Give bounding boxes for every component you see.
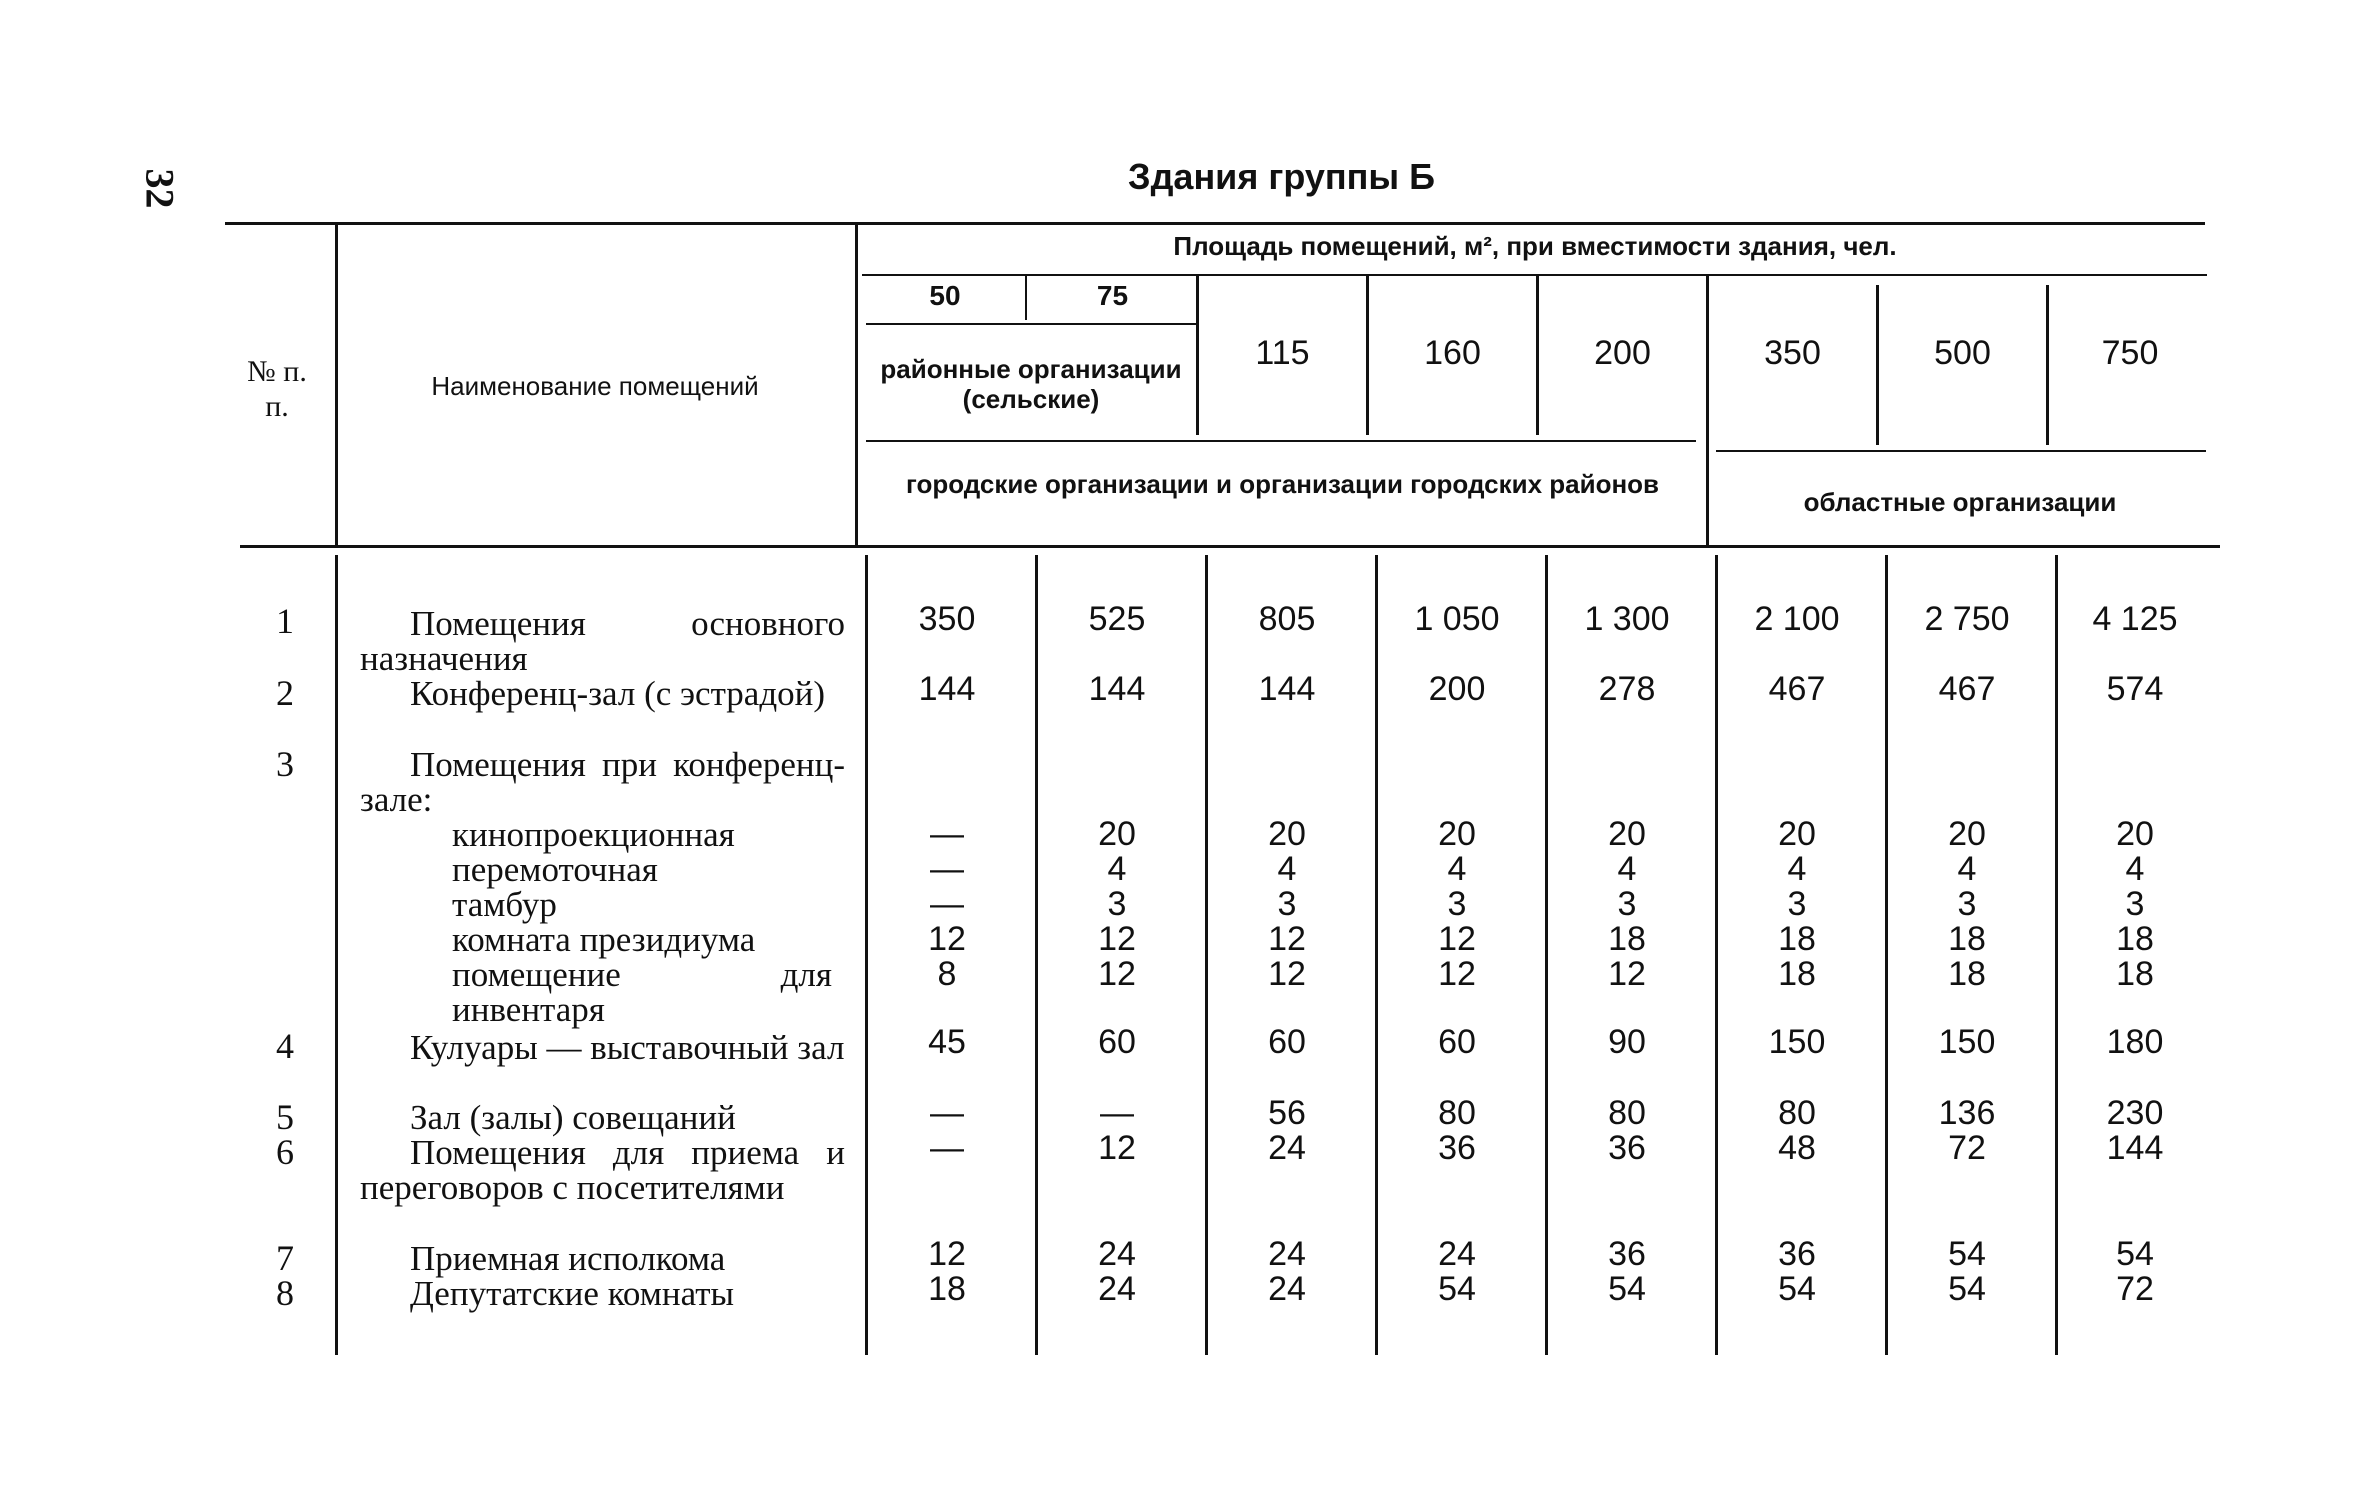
header-divider-4 [1196, 275, 1199, 435]
row-number: 3 [276, 744, 294, 784]
room-name: Конференц-зал (с эстрадой) [410, 674, 826, 713]
header-divider-5 [1366, 275, 1369, 435]
table-cell: 24 [1098, 1235, 1136, 1273]
table-cell: 48 [1778, 1129, 1816, 1167]
table-cell: 1 050 [1414, 600, 1500, 638]
table-cell: 20 [1438, 815, 1476, 853]
table-cell: 18 [1948, 920, 1986, 958]
table-cell: 4 [1787, 850, 1807, 888]
rural-caption-rule [866, 323, 1196, 325]
table-cell: 36 [1608, 1235, 1646, 1273]
table-title: Здания группы Б [1128, 156, 1435, 197]
table-cell: 20 [2116, 815, 2154, 853]
city-caption: городские организации и организации городских районов [905, 469, 1660, 499]
table-cell: 3 [2125, 885, 2145, 923]
table-cell: — [1100, 1094, 1134, 1132]
table-cell: 20 [1948, 815, 1986, 853]
table-cell: 72 [1948, 1129, 1986, 1167]
table-cell: 150 [1938, 1023, 1996, 1061]
table-cell: 12 [1098, 920, 1136, 958]
table-cell: 54 [1948, 1270, 1986, 1308]
capacity-350: 350 [1764, 334, 1821, 372]
table-cell: 24 [1268, 1270, 1306, 1308]
table-cell: 144 [918, 670, 976, 708]
table-cell: 200 [1428, 670, 1486, 708]
table-cell: 574 [2106, 670, 2164, 708]
table-cell: 230 [2106, 1094, 2164, 1132]
table-cell: 1 300 [1584, 600, 1670, 638]
room-name: кинопроекционная [452, 815, 735, 854]
table-cell: — [930, 885, 964, 923]
area-caption: Площадь помещений, м², при вместимости здания, чел. [1173, 231, 1897, 261]
room-name: комната президиума [452, 920, 756, 959]
table-cell: 12 [928, 1235, 966, 1273]
table-cell: 4 [1107, 850, 1127, 888]
table-cell: 54 [1948, 1235, 1986, 1273]
row-number: 2 [276, 673, 294, 713]
table-cell: 24 [1268, 1235, 1306, 1273]
column-header-name: Наименование помещений [431, 371, 759, 401]
table-cell: 805 [1258, 600, 1316, 638]
table-cell: 54 [1778, 1270, 1816, 1308]
table-cell: 18 [1608, 920, 1646, 958]
table-cell: 36 [1438, 1129, 1476, 1167]
header-bottom-rule [240, 545, 2220, 548]
table-cell: 20 [1098, 815, 1136, 853]
table-cell: 20 [1608, 815, 1646, 853]
table-cell: 60 [1268, 1023, 1306, 1061]
row-number: 8 [276, 1273, 294, 1313]
room-name: тамбур [452, 885, 557, 924]
header-divider-9 [2046, 285, 2049, 445]
table-cell: 12 [1268, 920, 1306, 958]
capacity-50: 50 [929, 280, 961, 311]
table-cell: 80 [1438, 1094, 1476, 1132]
table-cell: 12 [1098, 955, 1136, 993]
table-cell: 144 [1088, 670, 1146, 708]
room-name: Приемная исполкома [410, 1239, 726, 1278]
area-caption-rule [862, 274, 2207, 276]
table-cell: — [930, 815, 964, 853]
capacity-115: 115 [1255, 334, 1310, 372]
table-cell: 150 [1768, 1023, 1826, 1061]
header-divider-8 [1876, 285, 1879, 445]
table-cell: 4 [2125, 850, 2145, 888]
table-cell: 54 [1608, 1270, 1646, 1308]
table-cell: 12 [1438, 955, 1476, 993]
table-cell: 3 [1617, 885, 1637, 923]
table-cell: 4 [1447, 850, 1467, 888]
room-name: Кулуары — выставочный зал [410, 1028, 845, 1067]
table-cell: 20 [1778, 815, 1816, 853]
table-cell: 467 [1938, 670, 1996, 708]
room-name: помещение для инвентаря [452, 955, 832, 1029]
body-divider-4 [1205, 555, 1208, 1355]
table-cell: 4 125 [2092, 600, 2178, 638]
table-cell: 4 [1957, 850, 1977, 888]
table-cell: 24 [1098, 1270, 1136, 1308]
table-cell: 180 [2106, 1023, 2164, 1061]
table-cell: 3 [1277, 885, 1297, 923]
regional-caption: областные организации [1803, 487, 2117, 517]
table-cell: 3 [1447, 885, 1467, 923]
table-cell: 36 [1778, 1235, 1816, 1273]
table-cell: 3 [1787, 885, 1807, 923]
table-cell: 45 [928, 1023, 966, 1061]
table-cell: 80 [1778, 1094, 1816, 1132]
table-cell: 24 [1268, 1129, 1306, 1167]
row-number: 6 [276, 1132, 294, 1172]
capacity-750: 750 [2101, 334, 2159, 372]
header-divider-2 [855, 222, 858, 545]
table-cell: 12 [1098, 1129, 1136, 1167]
body-divider-8 [1885, 555, 1888, 1355]
table-cell: 12 [1438, 920, 1476, 958]
body-divider-3 [1035, 555, 1038, 1355]
table-cell: 54 [1438, 1270, 1476, 1308]
capacity-500: 500 [1934, 334, 1991, 372]
header-divider-1 [335, 222, 338, 545]
table-cell: 18 [2116, 955, 2154, 993]
table-cell: 144 [1258, 670, 1316, 708]
table-cell: 18 [1778, 920, 1816, 958]
row-number: 1 [276, 601, 294, 641]
table-cell: 18 [1778, 955, 1816, 993]
table-cell: 90 [1608, 1023, 1646, 1061]
room-name: Зал (залы) совещаний [410, 1098, 736, 1137]
table-cell: 18 [2116, 920, 2154, 958]
body-divider-6 [1545, 555, 1548, 1355]
table-cell: — [930, 1094, 964, 1132]
header-divider-7 [1706, 275, 1709, 545]
table-cell: 12 [928, 920, 966, 958]
table-cell: 525 [1088, 600, 1146, 638]
table-cell: 80 [1608, 1094, 1646, 1132]
body-divider-5 [1375, 555, 1378, 1355]
header-divider-6 [1536, 275, 1539, 435]
table-cell: 3 [1107, 885, 1127, 923]
room-name: Помещения для приема и переговоров с посетителями [360, 1133, 845, 1207]
header-top-rule [225, 222, 2205, 225]
table-cell: 144 [2106, 1129, 2164, 1167]
capacity-200: 200 [1594, 334, 1651, 372]
table-cell: 54 [2116, 1235, 2154, 1273]
table-cell: 8 [937, 955, 957, 993]
room-name: перемоточная [452, 850, 658, 889]
table-cell: 60 [1098, 1023, 1136, 1061]
table-cell: 24 [1438, 1235, 1476, 1273]
table-cell: — [930, 1129, 964, 1167]
body-divider-1 [335, 555, 338, 1355]
column-header-number: № п. п. [247, 355, 307, 423]
table-cell: 56 [1268, 1094, 1306, 1132]
table-cell: 4 [1277, 850, 1297, 888]
row-number: 5 [276, 1097, 294, 1137]
table-cell: 72 [2116, 1270, 2154, 1308]
table-cell: 4 [1617, 850, 1637, 888]
body-divider-7 [1715, 555, 1718, 1355]
body-divider-2 [865, 555, 868, 1355]
capacity-160: 160 [1424, 334, 1481, 372]
row-number: 7 [276, 1238, 294, 1278]
capacity-75: 75 [1096, 280, 1129, 311]
table-cell: 12 [1608, 955, 1646, 993]
table-cell: 18 [1948, 955, 1986, 993]
table-cell: 36 [1608, 1129, 1646, 1167]
table-cell: 467 [1768, 670, 1826, 708]
table-cell: 2 750 [1924, 600, 2010, 638]
room-name: Депутатские комнаты [410, 1274, 735, 1313]
rural-caption: районные организации (сельские) [880, 354, 1182, 414]
header-divider-3 [1025, 275, 1027, 320]
page-number: 32 [137, 168, 183, 209]
room-name: Помещения основного назначения [360, 604, 845, 678]
table-cell: — [930, 850, 964, 888]
table-cell: 136 [1938, 1094, 1996, 1132]
body-divider-9 [2055, 555, 2058, 1355]
regional-caption-rule [1716, 450, 2206, 452]
table-cell: 12 [1268, 955, 1306, 993]
table-cell: 350 [918, 600, 976, 638]
room-name: Помещения при конференц-зале: [360, 745, 845, 819]
table-cell: 18 [928, 1270, 966, 1308]
row-number: 4 [276, 1026, 294, 1066]
table-cell: 20 [1268, 815, 1306, 853]
table-cell: 278 [1598, 670, 1656, 708]
city-caption-rule [866, 440, 1696, 442]
table-cell: 2 100 [1754, 600, 1840, 638]
table-cell: 3 [1957, 885, 1977, 923]
table-cell: 60 [1438, 1023, 1476, 1061]
